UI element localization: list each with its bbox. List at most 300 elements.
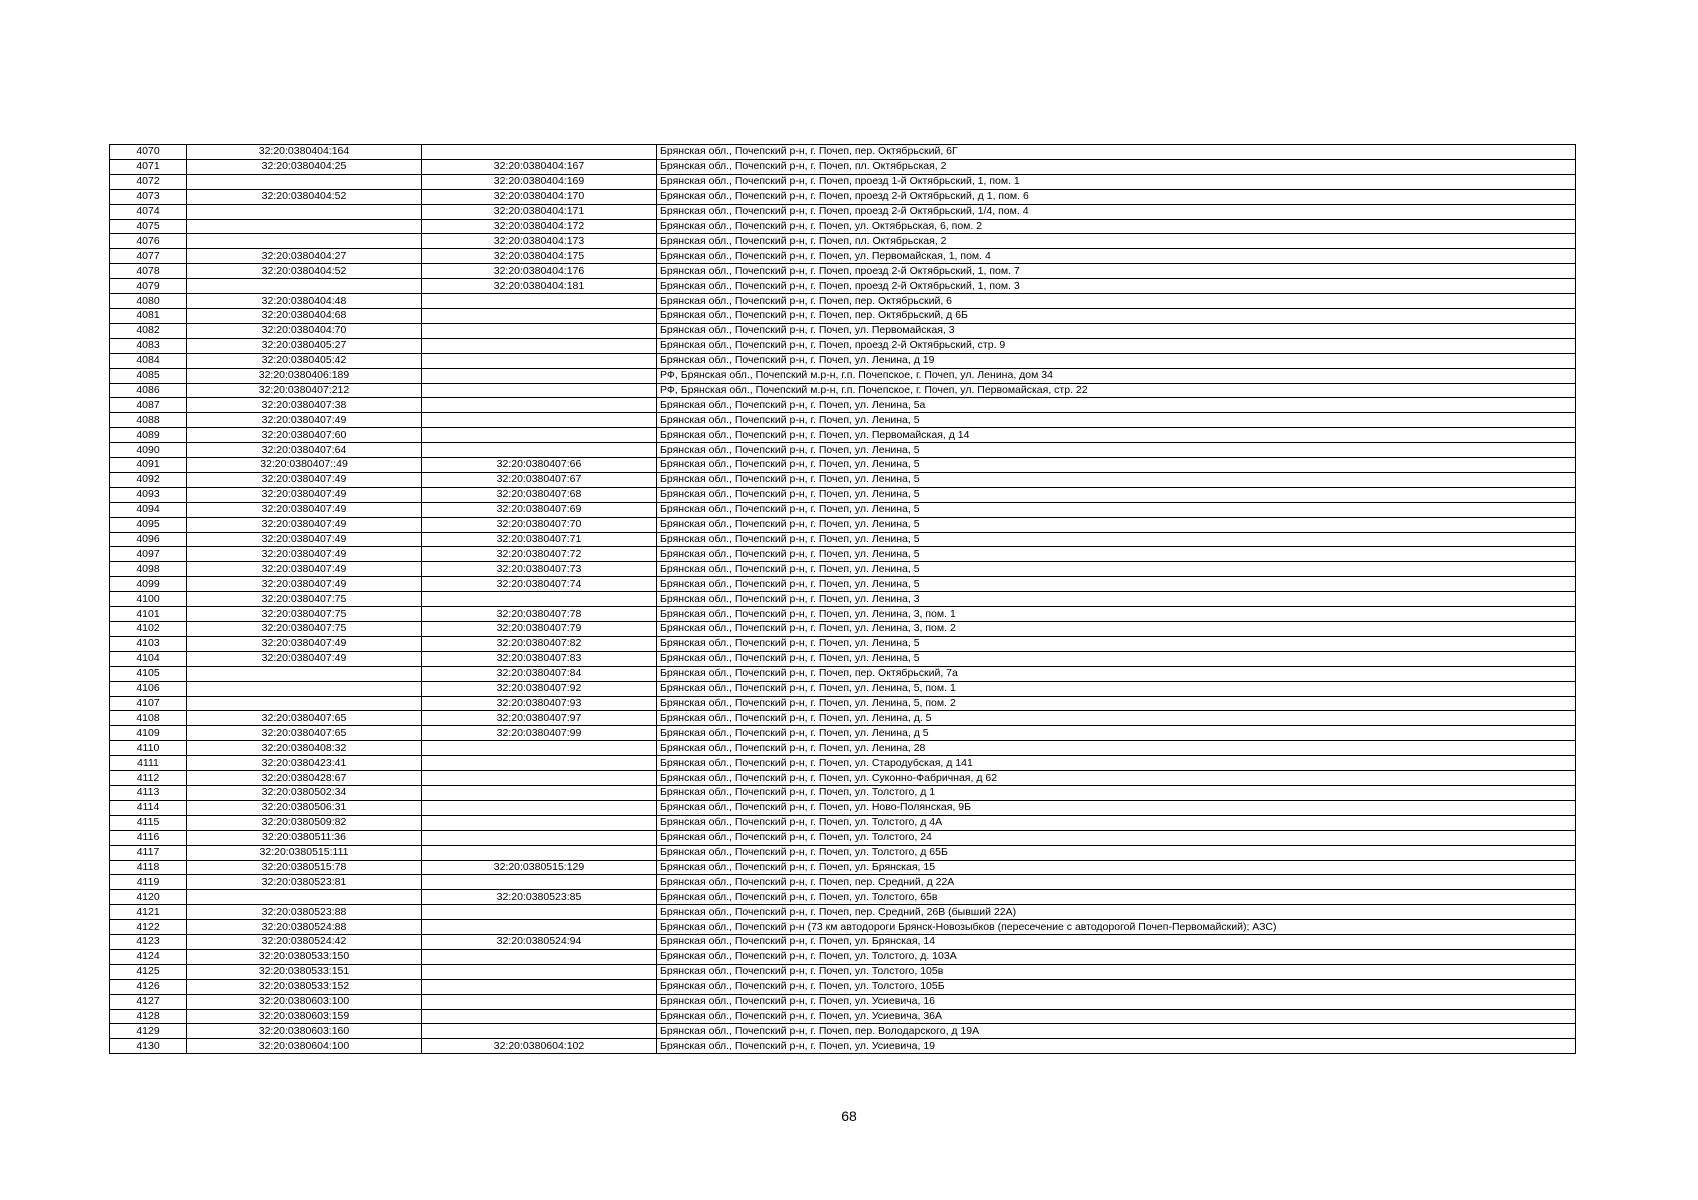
row-number-cell: 4105 [110, 666, 187, 681]
address-cell: Брянская обл., Почепский р-н (73 км автодороги Брянск-Новозыбков (пересечение с автодорогой Почеп-Первомайский); АЗС) [657, 920, 1576, 935]
address-cell: Брянская обл., Почепский р-н, г. Почеп, ул. Первомайская, 3 [657, 323, 1576, 338]
cadastral-number-cell: 32:20:0380407:38 [187, 398, 422, 413]
cadastral-registry-table [109, 144, 1576, 1054]
cadastral-number-cell: 32:20:0380407:49 [187, 487, 422, 502]
table-row [110, 785, 1576, 800]
table-row [110, 398, 1576, 413]
row-number-cell: 4078 [110, 264, 187, 279]
address-cell: Брянская обл., Почепский р-н, г. Почеп, ул. Усиевича, 19 [657, 1039, 1576, 1054]
related-cadastral-number-cell: 32:20:0380523:85 [422, 890, 657, 905]
table-row [110, 383, 1576, 398]
related-cadastral-number-cell [422, 800, 657, 815]
cadastral-number-cell: 32:20:0380603:160 [187, 1024, 422, 1039]
row-number-cell: 4111 [110, 756, 187, 771]
address-cell: Брянская обл., Почепский р-н, г. Почеп, ул. Ленина, 5 [657, 651, 1576, 666]
table-row [110, 949, 1576, 964]
table-row [110, 338, 1576, 353]
row-number-cell: 4070 [110, 145, 187, 160]
related-cadastral-number-cell [422, 368, 657, 383]
address-cell: Брянская обл., Почепский р-н, г. Почеп, ул. Ленина, 3 [657, 592, 1576, 607]
address-cell: Брянская обл., Почепский р-н, г. Почеп, ул. Ленина, д 19 [657, 353, 1576, 368]
related-cadastral-number-cell: 32:20:0380407:78 [422, 607, 657, 622]
table-row [110, 920, 1576, 935]
related-cadastral-number-cell [422, 383, 657, 398]
address-cell: Брянская обл., Почепский р-н, г. Почеп, ул. Толстого, д 4А [657, 815, 1576, 830]
registry-table-body [110, 145, 1576, 1054]
address-cell: Брянская обл., Почепский р-н, г. Почеп, проезд 2-й Октябрьский, 1, пом. 3 [657, 279, 1576, 294]
row-number-cell: 4094 [110, 502, 187, 517]
address-cell: Брянская обл., Почепский р-н, г. Почеп, ул. Толстого, 105в [657, 964, 1576, 979]
related-cadastral-number-cell: 32:20:0380404:175 [422, 249, 657, 264]
row-number-cell: 4112 [110, 771, 187, 786]
address-cell: Брянская обл., Почепский р-н, г. Почеп, ул. Первомайская, д 14 [657, 428, 1576, 443]
table-row [110, 517, 1576, 532]
table-row [110, 159, 1576, 174]
table-row [110, 145, 1576, 160]
row-number-cell: 4124 [110, 949, 187, 964]
address-cell: Брянская обл., Почепский р-н, г. Почеп, ул. Ленина, 5 [657, 458, 1576, 473]
row-number-cell: 4072 [110, 174, 187, 189]
row-number-cell: 4125 [110, 964, 187, 979]
cadastral-number-cell [187, 666, 422, 681]
row-number-cell: 4119 [110, 875, 187, 890]
address-cell: Брянская обл., Почепский р-н, г. Почеп, пер. Средний, д 22А [657, 875, 1576, 890]
row-number-cell: 4128 [110, 1009, 187, 1024]
related-cadastral-number-cell [422, 338, 657, 353]
row-number-cell: 4073 [110, 189, 187, 204]
table-row [110, 890, 1576, 905]
table-row [110, 696, 1576, 711]
table-row [110, 264, 1576, 279]
related-cadastral-number-cell [422, 308, 657, 323]
address-cell: Брянская обл., Почепский р-н, г. Почеп, пер. Октябрьский, 7а [657, 666, 1576, 681]
address-cell: Брянская обл., Почепский р-н, г. Почеп, ул. Ленина, 5 [657, 532, 1576, 547]
row-number-cell: 4106 [110, 681, 187, 696]
table-row [110, 458, 1576, 473]
row-number-cell: 4079 [110, 279, 187, 294]
cadastral-number-cell: 32:20:0380407:65 [187, 726, 422, 741]
table-row [110, 607, 1576, 622]
table-row [110, 815, 1576, 830]
table-row [110, 547, 1576, 562]
cadastral-number-cell: 32:20:0380524:88 [187, 920, 422, 935]
address-cell: Брянская обл., Почепский р-н, г. Почеп, ул. Брянская, 14 [657, 935, 1576, 950]
row-number-cell: 4110 [110, 741, 187, 756]
cadastral-number-cell: 32:20:0380407:49 [187, 413, 422, 428]
address-cell: Брянская обл., Почепский р-н, г. Почеп, пер. Октябрьский, 6Г [657, 145, 1576, 160]
cadastral-number-cell [187, 696, 422, 711]
row-number-cell: 4130 [110, 1039, 187, 1054]
cadastral-number-cell: 32:20:0380523:88 [187, 905, 422, 920]
table-row [110, 666, 1576, 681]
row-number-cell: 4074 [110, 204, 187, 219]
cadastral-number-cell: 32:20:0380404:52 [187, 264, 422, 279]
address-cell: РФ, Брянская обл., Почепский м.р-н, г.п. Почепское, г. Почеп, ул. Первомайская, стр. 22 [657, 383, 1576, 398]
related-cadastral-number-cell: 32:20:0380407:99 [422, 726, 657, 741]
cadastral-number-cell: 32:20:0380405:42 [187, 353, 422, 368]
address-cell: Брянская обл., Почепский р-н, г. Почеп, ул. Толстого, д 1 [657, 785, 1576, 800]
related-cadastral-number-cell: 32:20:0380407:66 [422, 458, 657, 473]
cadastral-number-cell: 32:20:0380404:27 [187, 249, 422, 264]
related-cadastral-number-cell [422, 979, 657, 994]
address-cell: Брянская обл., Почепский р-н, г. Почеп, ул. Брянская, 15 [657, 860, 1576, 875]
table-row [110, 443, 1576, 458]
cadastral-number-cell: 32:20:0380509:82 [187, 815, 422, 830]
address-cell: Брянская обл., Почепский р-н, г. Почеп, пл. Октябрьская, 2 [657, 234, 1576, 249]
related-cadastral-number-cell [422, 771, 657, 786]
cadastral-number-cell: 32:20:0380502:34 [187, 785, 422, 800]
cadastral-number-cell: 32:20:0380407:60 [187, 428, 422, 443]
row-number-cell: 4129 [110, 1024, 187, 1039]
table-row [110, 651, 1576, 666]
table-row [110, 681, 1576, 696]
row-number-cell: 4121 [110, 905, 187, 920]
related-cadastral-number-cell: 32:20:0380407:83 [422, 651, 657, 666]
address-cell: Брянская обл., Почепский р-н, г. Почеп, ул. Ленина, 28 [657, 741, 1576, 756]
related-cadastral-number-cell: 32:20:0380404:176 [422, 264, 657, 279]
related-cadastral-number-cell [422, 294, 657, 309]
related-cadastral-number-cell: 32:20:0380407:74 [422, 577, 657, 592]
table-row [110, 741, 1576, 756]
cadastral-number-cell: 32:20:0380407:49 [187, 472, 422, 487]
row-number-cell: 4123 [110, 935, 187, 950]
row-number-cell: 4098 [110, 562, 187, 577]
table-row [110, 979, 1576, 994]
address-cell: Брянская обл., Почепский р-н, г. Почеп, проезд 1-й Октябрьский, 1, пом. 1 [657, 174, 1576, 189]
address-cell: Брянская обл., Почепский р-н, г. Почеп, ул. Ленина, 5 [657, 443, 1576, 458]
row-number-cell: 4091 [110, 458, 187, 473]
table-row [110, 905, 1576, 920]
related-cadastral-number-cell: 32:20:0380407:82 [422, 636, 657, 651]
related-cadastral-number-cell: 32:20:0380407:71 [422, 532, 657, 547]
table-row [110, 204, 1576, 219]
related-cadastral-number-cell: 32:20:0380407:73 [422, 562, 657, 577]
row-number-cell: 4075 [110, 219, 187, 234]
address-cell: Брянская обл., Почепский р-н, г. Почеп, пл. Октябрьская, 2 [657, 159, 1576, 174]
address-cell: Брянская обл., Почепский р-н, г. Почеп, проезд 2-й Октябрьский, стр. 9 [657, 338, 1576, 353]
row-number-cell: 4104 [110, 651, 187, 666]
cadastral-number-cell: 32:20:0380407:65 [187, 711, 422, 726]
address-cell: Брянская обл., Почепский р-н, г. Почеп, ул. Усиевича, 16 [657, 994, 1576, 1009]
row-number-cell: 4092 [110, 472, 187, 487]
row-number-cell: 4116 [110, 830, 187, 845]
address-cell: Брянская обл., Почепский р-н, г. Почеп, пер. Октябрьский, д 6Б [657, 308, 1576, 323]
table-row [110, 502, 1576, 517]
table-row [110, 1024, 1576, 1039]
address-cell: Брянская обл., Почепский р-н, г. Почеп, ул. Стародубская, д 141 [657, 756, 1576, 771]
address-cell: Брянская обл., Почепский р-н, г. Почеп, ул. Октябрьская, 6, пом. 2 [657, 219, 1576, 234]
row-number-cell: 4102 [110, 622, 187, 637]
related-cadastral-number-cell [422, 353, 657, 368]
related-cadastral-number-cell [422, 428, 657, 443]
cadastral-number-cell: 32:20:0380404:52 [187, 189, 422, 204]
cadastral-number-cell: 32:20:0380404:68 [187, 308, 422, 323]
row-number-cell: 4096 [110, 532, 187, 547]
address-cell: Брянская обл., Почепский р-н, г. Почеп, пер. Средний, 26В (бывший 22А) [657, 905, 1576, 920]
related-cadastral-number-cell [422, 845, 657, 860]
row-number-cell: 4118 [110, 860, 187, 875]
row-number-cell: 4086 [110, 383, 187, 398]
table-row [110, 1009, 1576, 1024]
table-row [110, 830, 1576, 845]
row-number-cell: 4101 [110, 607, 187, 622]
row-number-cell: 4099 [110, 577, 187, 592]
address-cell: Брянская обл., Почепский р-н, г. Почеп, ул. Ленина, д 5 [657, 726, 1576, 741]
row-number-cell: 4126 [110, 979, 187, 994]
address-cell: Брянская обл., Почепский р-н, г. Почеп, ул. Ленина, 5а [657, 398, 1576, 413]
address-cell: Брянская обл., Почепский р-н, г. Почеп, ул. Ленина, 5 [657, 517, 1576, 532]
related-cadastral-number-cell [422, 1009, 657, 1024]
related-cadastral-number-cell: 32:20:0380407:72 [422, 547, 657, 562]
address-cell: Брянская обл., Почепский р-н, г. Почеп, ул. Ленина, 3, пом. 1 [657, 607, 1576, 622]
related-cadastral-number-cell [422, 413, 657, 428]
address-cell: Брянская обл., Почепский р-н, г. Почеп, ул. Усиевича, 36А [657, 1009, 1576, 1024]
row-number-cell: 4085 [110, 368, 187, 383]
related-cadastral-number-cell: 32:20:0380404:172 [422, 219, 657, 234]
address-cell: Брянская обл., Почепский р-н, г. Почеп, ул. Ленина, 5 [657, 547, 1576, 562]
row-number-cell: 4095 [110, 517, 187, 532]
cadastral-number-cell [187, 890, 422, 905]
related-cadastral-number-cell: 32:20:0380407:84 [422, 666, 657, 681]
address-cell: Брянская обл., Почепский р-н, г. Почеп, проезд 2-й Октябрьский, 1/4, пом. 4 [657, 204, 1576, 219]
related-cadastral-number-cell: 32:20:0380407:68 [422, 487, 657, 502]
table-row [110, 756, 1576, 771]
cadastral-number-cell: 32:20:0380407:49 [187, 636, 422, 651]
related-cadastral-number-cell [422, 398, 657, 413]
table-row [110, 279, 1576, 294]
row-number-cell: 4109 [110, 726, 187, 741]
address-cell: Брянская обл., Почепский р-н, г. Почеп, ул. Суконно-Фабричная, д 62 [657, 771, 1576, 786]
related-cadastral-number-cell [422, 323, 657, 338]
related-cadastral-number-cell [422, 964, 657, 979]
table-row [110, 234, 1576, 249]
table-row [110, 771, 1576, 786]
related-cadastral-number-cell: 32:20:0380407:67 [422, 472, 657, 487]
row-number-cell: 4083 [110, 338, 187, 353]
address-cell: Брянская обл., Почепский р-н, г. Почеп, ул. Ленина, 5 [657, 413, 1576, 428]
table-row [110, 875, 1576, 890]
row-number-cell: 4097 [110, 547, 187, 562]
cadastral-number-cell: 32:20:0380406:189 [187, 368, 422, 383]
row-number-cell: 4087 [110, 398, 187, 413]
cadastral-number-cell: 32:20:0380511:36 [187, 830, 422, 845]
cadastral-number-cell: 32:20:0380603:100 [187, 994, 422, 1009]
table-row [110, 935, 1576, 950]
related-cadastral-number-cell: 32:20:0380407:79 [422, 622, 657, 637]
cadastral-number-cell: 32:20:0380404:25 [187, 159, 422, 174]
related-cadastral-number-cell [422, 785, 657, 800]
row-number-cell: 4089 [110, 428, 187, 443]
table-row [110, 219, 1576, 234]
row-number-cell: 4084 [110, 353, 187, 368]
cadastral-number-cell: 32:20:0380404:164 [187, 145, 422, 160]
table-row [110, 711, 1576, 726]
address-cell: Брянская обл., Почепский р-н, г. Почеп, пер. Октябрьский, 6 [657, 294, 1576, 309]
address-cell: Брянская обл., Почепский р-н, г. Почеп, ул. Ново-Полянская, 9Б [657, 800, 1576, 815]
table-row [110, 249, 1576, 264]
related-cadastral-number-cell [422, 905, 657, 920]
table-row [110, 189, 1576, 204]
cadastral-number-cell [187, 681, 422, 696]
related-cadastral-number-cell: 32:20:0380407:92 [422, 681, 657, 696]
address-cell: Брянская обл., Почепский р-н, г. Почеп, ул. Толстого, д. 103А [657, 949, 1576, 964]
cadastral-number-cell: 32:20:0380523:81 [187, 875, 422, 890]
table-row [110, 636, 1576, 651]
cadastral-number-cell: 32:20:0380404:48 [187, 294, 422, 309]
cadastral-number-cell: 32:20:0380408:32 [187, 741, 422, 756]
table-row [110, 487, 1576, 502]
address-cell: Брянская обл., Почепский р-н, г. Почеп, ул. Ленина, 5 [657, 502, 1576, 517]
address-cell: Брянская обл., Почепский р-н, г. Почеп, ул. Ленина, 5 [657, 562, 1576, 577]
table-row [110, 413, 1576, 428]
row-number-cell: 4122 [110, 920, 187, 935]
related-cadastral-number-cell [422, 994, 657, 1009]
table-row [110, 994, 1576, 1009]
row-number-cell: 4093 [110, 487, 187, 502]
table-row [110, 800, 1576, 815]
table-row [110, 1039, 1576, 1054]
cadastral-number-cell: 32:20:0380524:42 [187, 935, 422, 950]
table-row [110, 472, 1576, 487]
table-row [110, 174, 1576, 189]
row-number-cell: 4081 [110, 308, 187, 323]
address-cell: Брянская обл., Почепский р-н, г. Почеп, проезд 2-й Октябрьский, 1, пом. 7 [657, 264, 1576, 279]
cadastral-number-cell: 32:20:0380407:64 [187, 443, 422, 458]
cadastral-number-cell [187, 219, 422, 234]
cadastral-number-cell: 32:20:0380407:49 [187, 562, 422, 577]
related-cadastral-number-cell: 32:20:0380407:97 [422, 711, 657, 726]
row-number-cell: 4082 [110, 323, 187, 338]
table-row [110, 294, 1576, 309]
cadastral-number-cell: 32:20:0380428:67 [187, 771, 422, 786]
table-row [110, 428, 1576, 443]
table-row [110, 562, 1576, 577]
row-number-cell: 4080 [110, 294, 187, 309]
table-row [110, 308, 1576, 323]
address-cell: Брянская обл., Почепский р-н, г. Почеп, пер. Володарского, д 19А [657, 1024, 1576, 1039]
cadastral-number-cell: 32:20:0380533:150 [187, 949, 422, 964]
row-number-cell: 4088 [110, 413, 187, 428]
related-cadastral-number-cell: 32:20:0380515:129 [422, 860, 657, 875]
related-cadastral-number-cell: 32:20:0380404:181 [422, 279, 657, 294]
cadastral-number-cell: 32:20:0380407:49 [187, 651, 422, 666]
table-row [110, 532, 1576, 547]
cadastral-number-cell: 32:20:0380515:111 [187, 845, 422, 860]
cadastral-number-cell: 32:20:0380407:75 [187, 592, 422, 607]
related-cadastral-number-cell [422, 949, 657, 964]
address-cell: Брянская обл., Почепский р-н, г. Почеп, ул. Ленина, 5 [657, 636, 1576, 651]
address-cell: РФ, Брянская обл., Почепский м.р-н, г.п. Почепское, г. Почеп, ул. Ленина, дом 34 [657, 368, 1576, 383]
cadastral-number-cell: 32:20:0380423:41 [187, 756, 422, 771]
address-cell: Брянская обл., Почепский р-н, г. Почеп, ул. Ленина, 5 [657, 487, 1576, 502]
address-cell: Брянская обл., Почепский р-н, г. Почеп, ул. Ленина, 5 [657, 472, 1576, 487]
row-number-cell: 4117 [110, 845, 187, 860]
related-cadastral-number-cell [422, 1024, 657, 1039]
cadastral-number-cell [187, 279, 422, 294]
related-cadastral-number-cell [422, 875, 657, 890]
row-number-cell: 4120 [110, 890, 187, 905]
cadastral-number-cell: 32:20:0380407::49 [187, 458, 422, 473]
cadastral-number-cell [187, 234, 422, 249]
cadastral-number-cell: 32:20:0380407:49 [187, 547, 422, 562]
row-number-cell: 4113 [110, 785, 187, 800]
row-number-cell: 4108 [110, 711, 187, 726]
cadastral-number-cell: 32:20:0380407:75 [187, 607, 422, 622]
related-cadastral-number-cell [422, 741, 657, 756]
row-number-cell: 4114 [110, 800, 187, 815]
related-cadastral-number-cell: 32:20:0380604:102 [422, 1039, 657, 1054]
related-cadastral-number-cell: 32:20:0380404:167 [422, 159, 657, 174]
related-cadastral-number-cell [422, 145, 657, 160]
address-cell: Брянская обл., Почепский р-н, г. Почеп, ул. Ленина, 5, пом. 1 [657, 681, 1576, 696]
related-cadastral-number-cell: 32:20:0380404:171 [422, 204, 657, 219]
cadastral-number-cell [187, 174, 422, 189]
address-cell: Брянская обл., Почепский р-н, г. Почеп, ул. Ленина, 5 [657, 577, 1576, 592]
table-row [110, 323, 1576, 338]
table-row [110, 368, 1576, 383]
related-cadastral-number-cell: 32:20:0380524:94 [422, 935, 657, 950]
address-cell: Брянская обл., Почепский р-н, г. Почеп, ул. Первомайская, 1, пом. 4 [657, 249, 1576, 264]
table-row [110, 726, 1576, 741]
address-cell: Брянская обл., Почепский р-н, г. Почеп, ул. Ленина, 5, пом. 2 [657, 696, 1576, 711]
address-cell: Брянская обл., Почепский р-н, г. Почеп, проезд 2-й Октябрьский, д 1, пом. 6 [657, 189, 1576, 204]
table-row [110, 845, 1576, 860]
cadastral-number-cell: 32:20:0380405:27 [187, 338, 422, 353]
row-number-cell: 4100 [110, 592, 187, 607]
table-row [110, 592, 1576, 607]
row-number-cell: 4071 [110, 159, 187, 174]
cadastral-number-cell [187, 204, 422, 219]
cadastral-number-cell: 32:20:0380407:49 [187, 502, 422, 517]
table-row [110, 577, 1576, 592]
related-cadastral-number-cell [422, 592, 657, 607]
cadastral-number-cell: 32:20:0380407:49 [187, 517, 422, 532]
cadastral-number-cell: 32:20:0380407:49 [187, 532, 422, 547]
table-row [110, 964, 1576, 979]
address-cell: Брянская обл., Почепский р-н, г. Почеп, ул. Толстого, 105Б [657, 979, 1576, 994]
address-cell: Брянская обл., Почепский р-н, г. Почеп, ул. Толстого, 65в [657, 890, 1576, 905]
table-row [110, 622, 1576, 637]
cadastral-number-cell: 32:20:0380407:212 [187, 383, 422, 398]
row-number-cell: 4115 [110, 815, 187, 830]
cadastral-number-cell: 32:20:0380407:75 [187, 622, 422, 637]
row-number-cell: 4076 [110, 234, 187, 249]
cadastral-number-cell: 32:20:0380506:31 [187, 800, 422, 815]
address-cell: Брянская обл., Почепский р-н, г. Почеп, ул. Толстого, 24 [657, 830, 1576, 845]
row-number-cell: 4090 [110, 443, 187, 458]
row-number-cell: 4107 [110, 696, 187, 711]
cadastral-number-cell: 32:20:0380407:49 [187, 577, 422, 592]
related-cadastral-number-cell: 32:20:0380407:69 [422, 502, 657, 517]
address-cell: Брянская обл., Почепский р-н, г. Почеп, ул. Ленина, 3, пом. 2 [657, 622, 1576, 637]
related-cadastral-number-cell [422, 756, 657, 771]
related-cadastral-number-cell: 32:20:0380407:93 [422, 696, 657, 711]
row-number-cell: 4077 [110, 249, 187, 264]
table-row [110, 860, 1576, 875]
table-row [110, 353, 1576, 368]
related-cadastral-number-cell [422, 443, 657, 458]
cadastral-number-cell: 32:20:0380533:151 [187, 964, 422, 979]
related-cadastral-number-cell: 32:20:0380407:70 [422, 517, 657, 532]
page-number: 68 [841, 1108, 857, 1124]
cadastral-number-cell: 32:20:0380404:70 [187, 323, 422, 338]
cadastral-number-cell: 32:20:0380533:152 [187, 979, 422, 994]
address-cell: Брянская обл., Почепский р-н, г. Почеп, ул. Ленина, д. 5 [657, 711, 1576, 726]
address-cell: Брянская обл., Почепский р-н, г. Почеп, ул. Толстого, д 65Б [657, 845, 1576, 860]
cadastral-number-cell: 32:20:0380603:159 [187, 1009, 422, 1024]
related-cadastral-number-cell: 32:20:0380404:173 [422, 234, 657, 249]
related-cadastral-number-cell [422, 920, 657, 935]
